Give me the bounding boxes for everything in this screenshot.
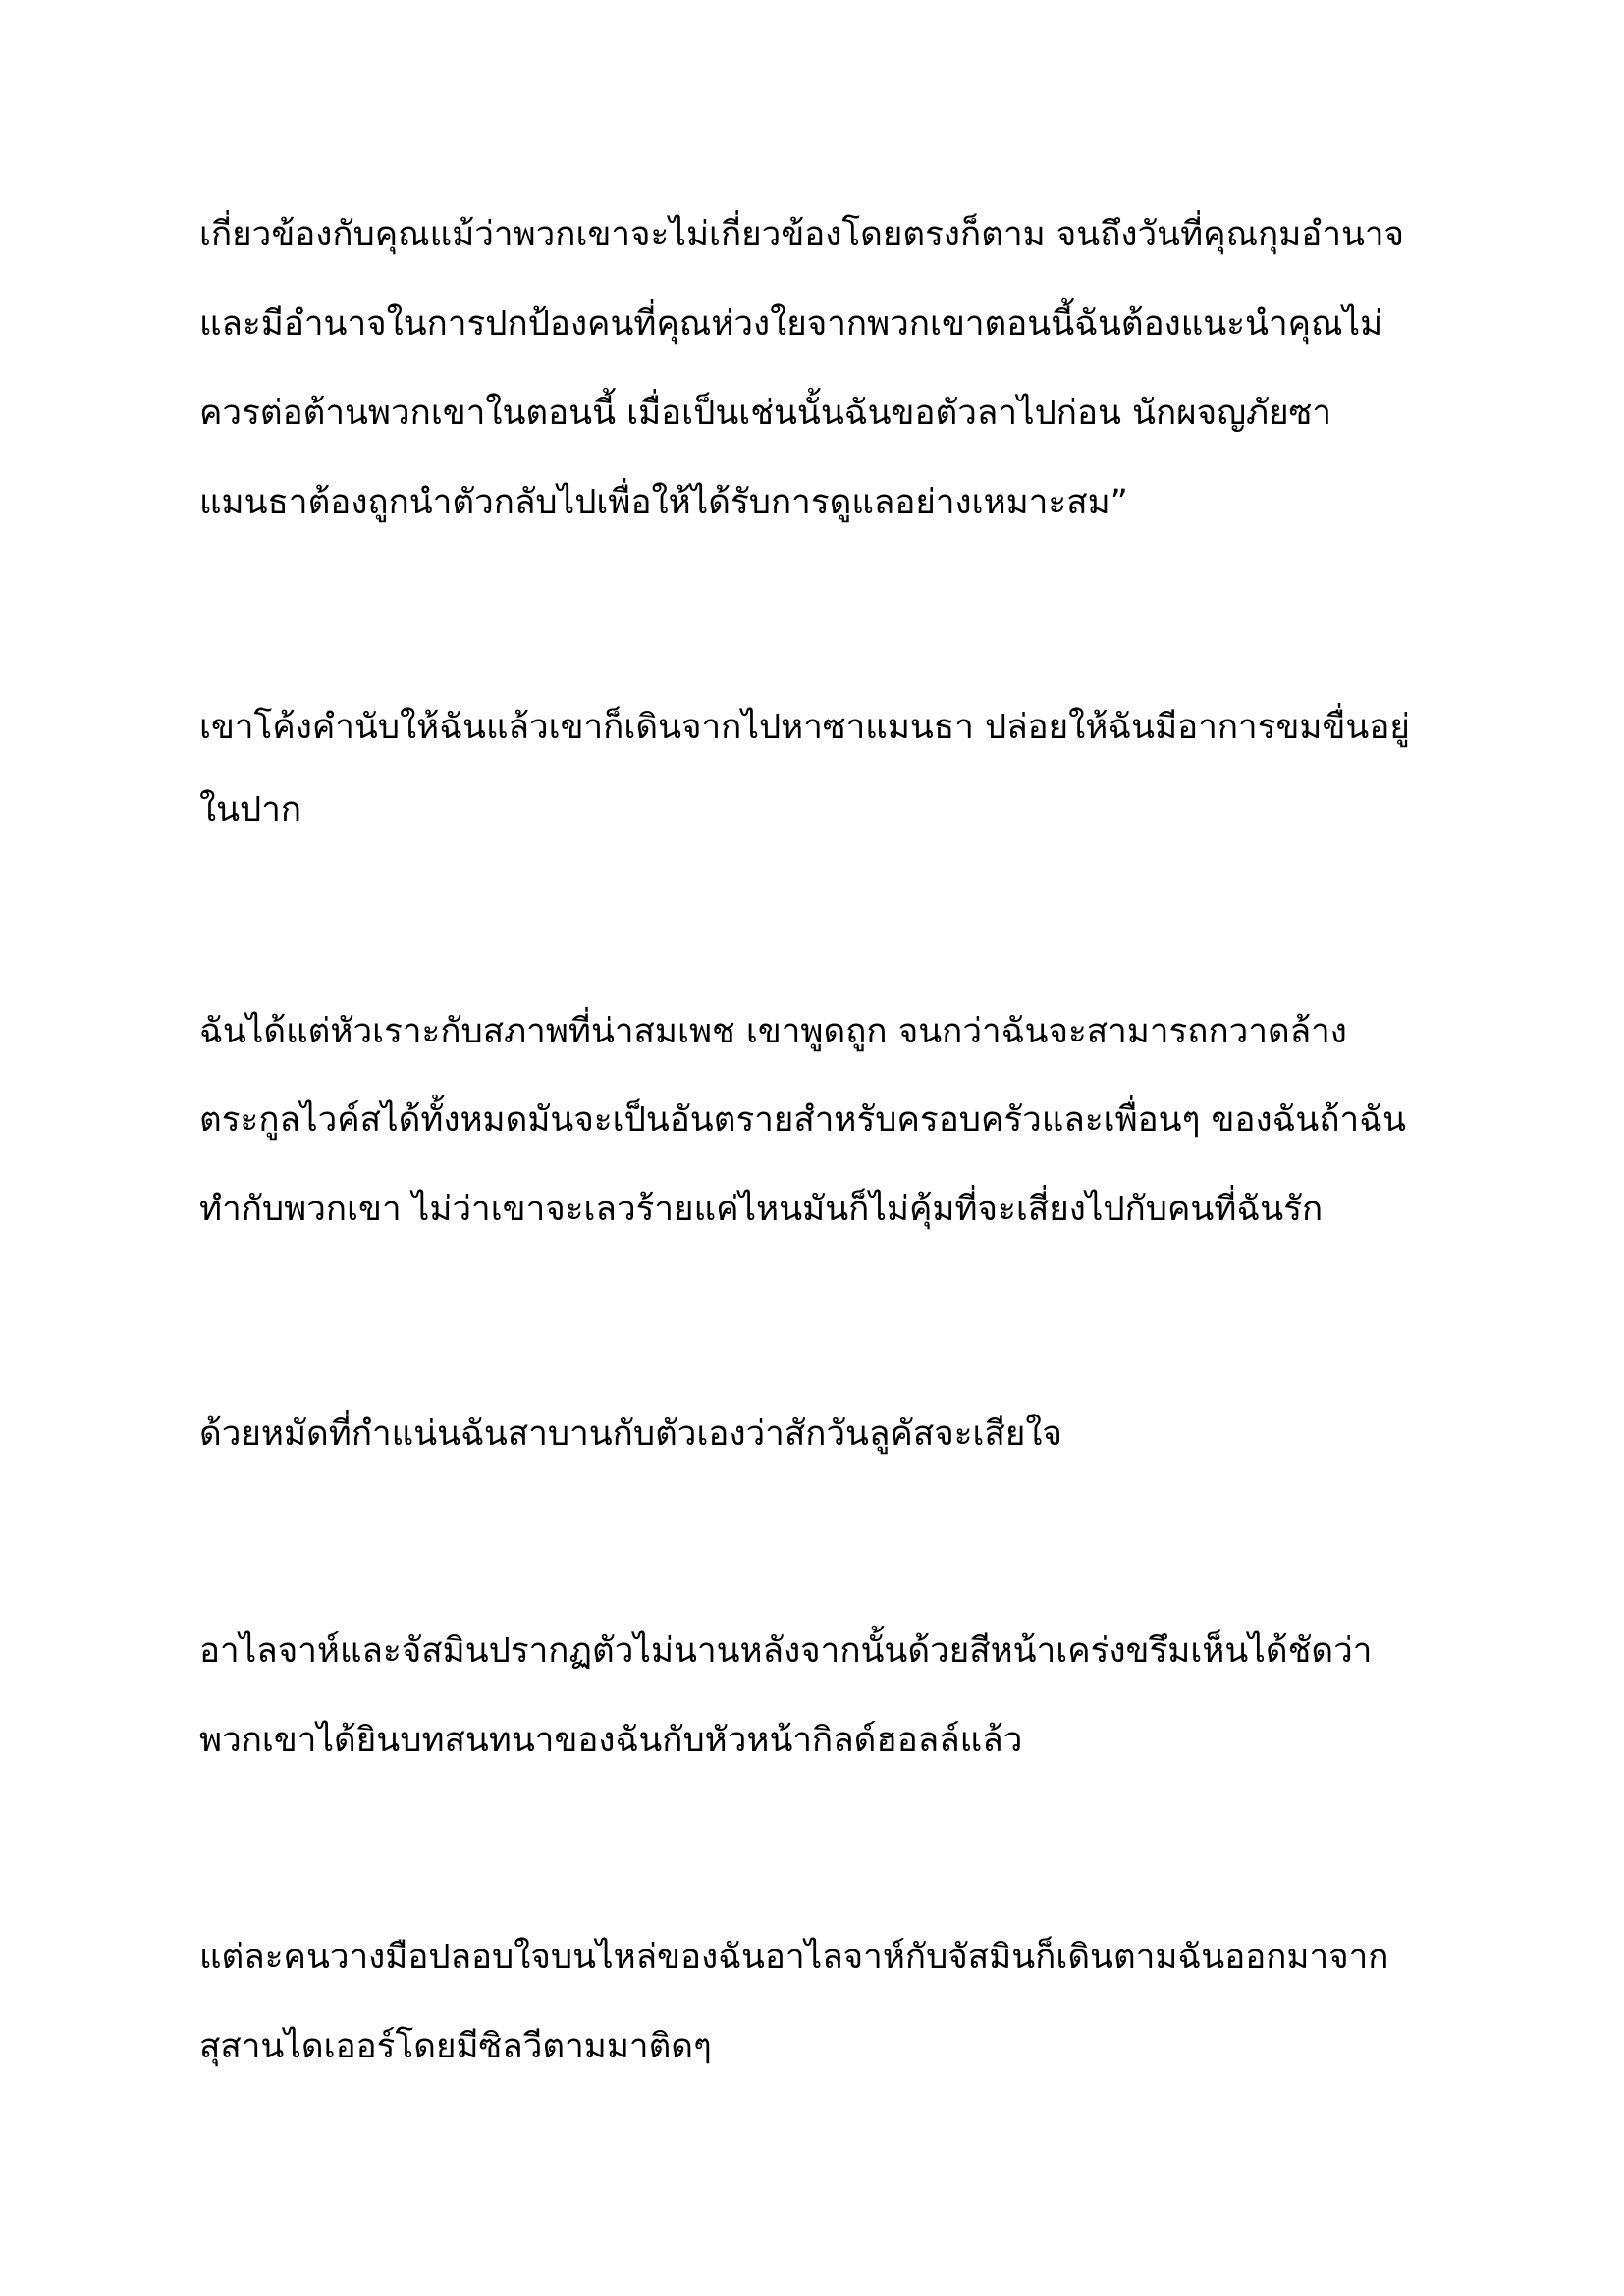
paragraph-line: ด้วยหมัดที่กำแน่นฉันสาบานกับตัวเองว่าสักวันลูคัสจะเสียใจ [199,1415,1062,1454]
paragraph-line: เขาโค้งคำนับให้ฉันแล้วเขาก็เดินจากไปหาซาแมนธา ปล่อยให้ฉันมีอาการขมขื่นอยู่ [199,708,1410,747]
paragraph-line: แต่ละคนวางมือปลอบใจบนไหล่ของฉันอาไลจาห์กับจัสมินก็เดินตามฉันออกมาจาก [199,1938,1389,1977]
paragraph-line: เกี่ยวข้องกับคุณแม้ว่าพวกเขาจะไม่เกี่ยวข้องโดยตรงก็ตาม จนถึงวันที่คุณกุมอำนาจ [199,215,1405,254]
paragraph-line: และมีอำนาจในการปกป้องคนที่คุณห่วงใยจากพวกเขาตอนนี้ฉันต้องแนะนำคุณไม่ [199,304,1383,344]
paragraph-line: อาไลจาห์และจัสมินปรากฏตัวไม่นานหลังจากนั้นด้วยสีหน้าเคร่งขรึมเห็นได้ชัดว่า [199,1631,1373,1671]
paragraph-line: พวกเขาได้ยินบทสนทนาของฉันกับหัวหน้ากิลด์ฮอลล์แล้ว [199,1721,1023,1760]
paragraph-line: ตระกูลไวค์สได้ทั้งหมดมันจะเป็นอันตรายสำหรับครอบครัวและเพื่อนๆ ของฉันถ้าฉัน [199,1100,1406,1140]
paragraph-line: ทำกับพวกเขา ไม่ว่าเขาจะเลวร้ายแค่ไหนมันก็ไม่คุ้มที่จะเสี่ยงไปกับคนที่ฉันรัก [199,1190,1324,1229]
paragraph-line: แมนธาต้องถูกนำตัวกลับไปเพื่อให้ได้รับการดูแลอย่างเหมาะสม” [199,483,1128,522]
paragraph-line: ในปาก [199,790,302,829]
paragraph-line: สุสานไดเออร์โดยมีซิลวีตามมาติดๆ [199,2027,712,2066]
paragraph-line: ควรต่อต้านพวกเขาในตอนนี้ เมื่อเป็นเช่นนั้นฉันขอตัวลาไปก่อน นักผจญภัยซา [199,394,1332,433]
paragraph-line: ฉันได้แต่หัวเราะกับสภาพที่น่าสมเพช เขาพูดถูก จนกว่าฉันจะสามารถกวาดล้าง [199,1012,1347,1051]
